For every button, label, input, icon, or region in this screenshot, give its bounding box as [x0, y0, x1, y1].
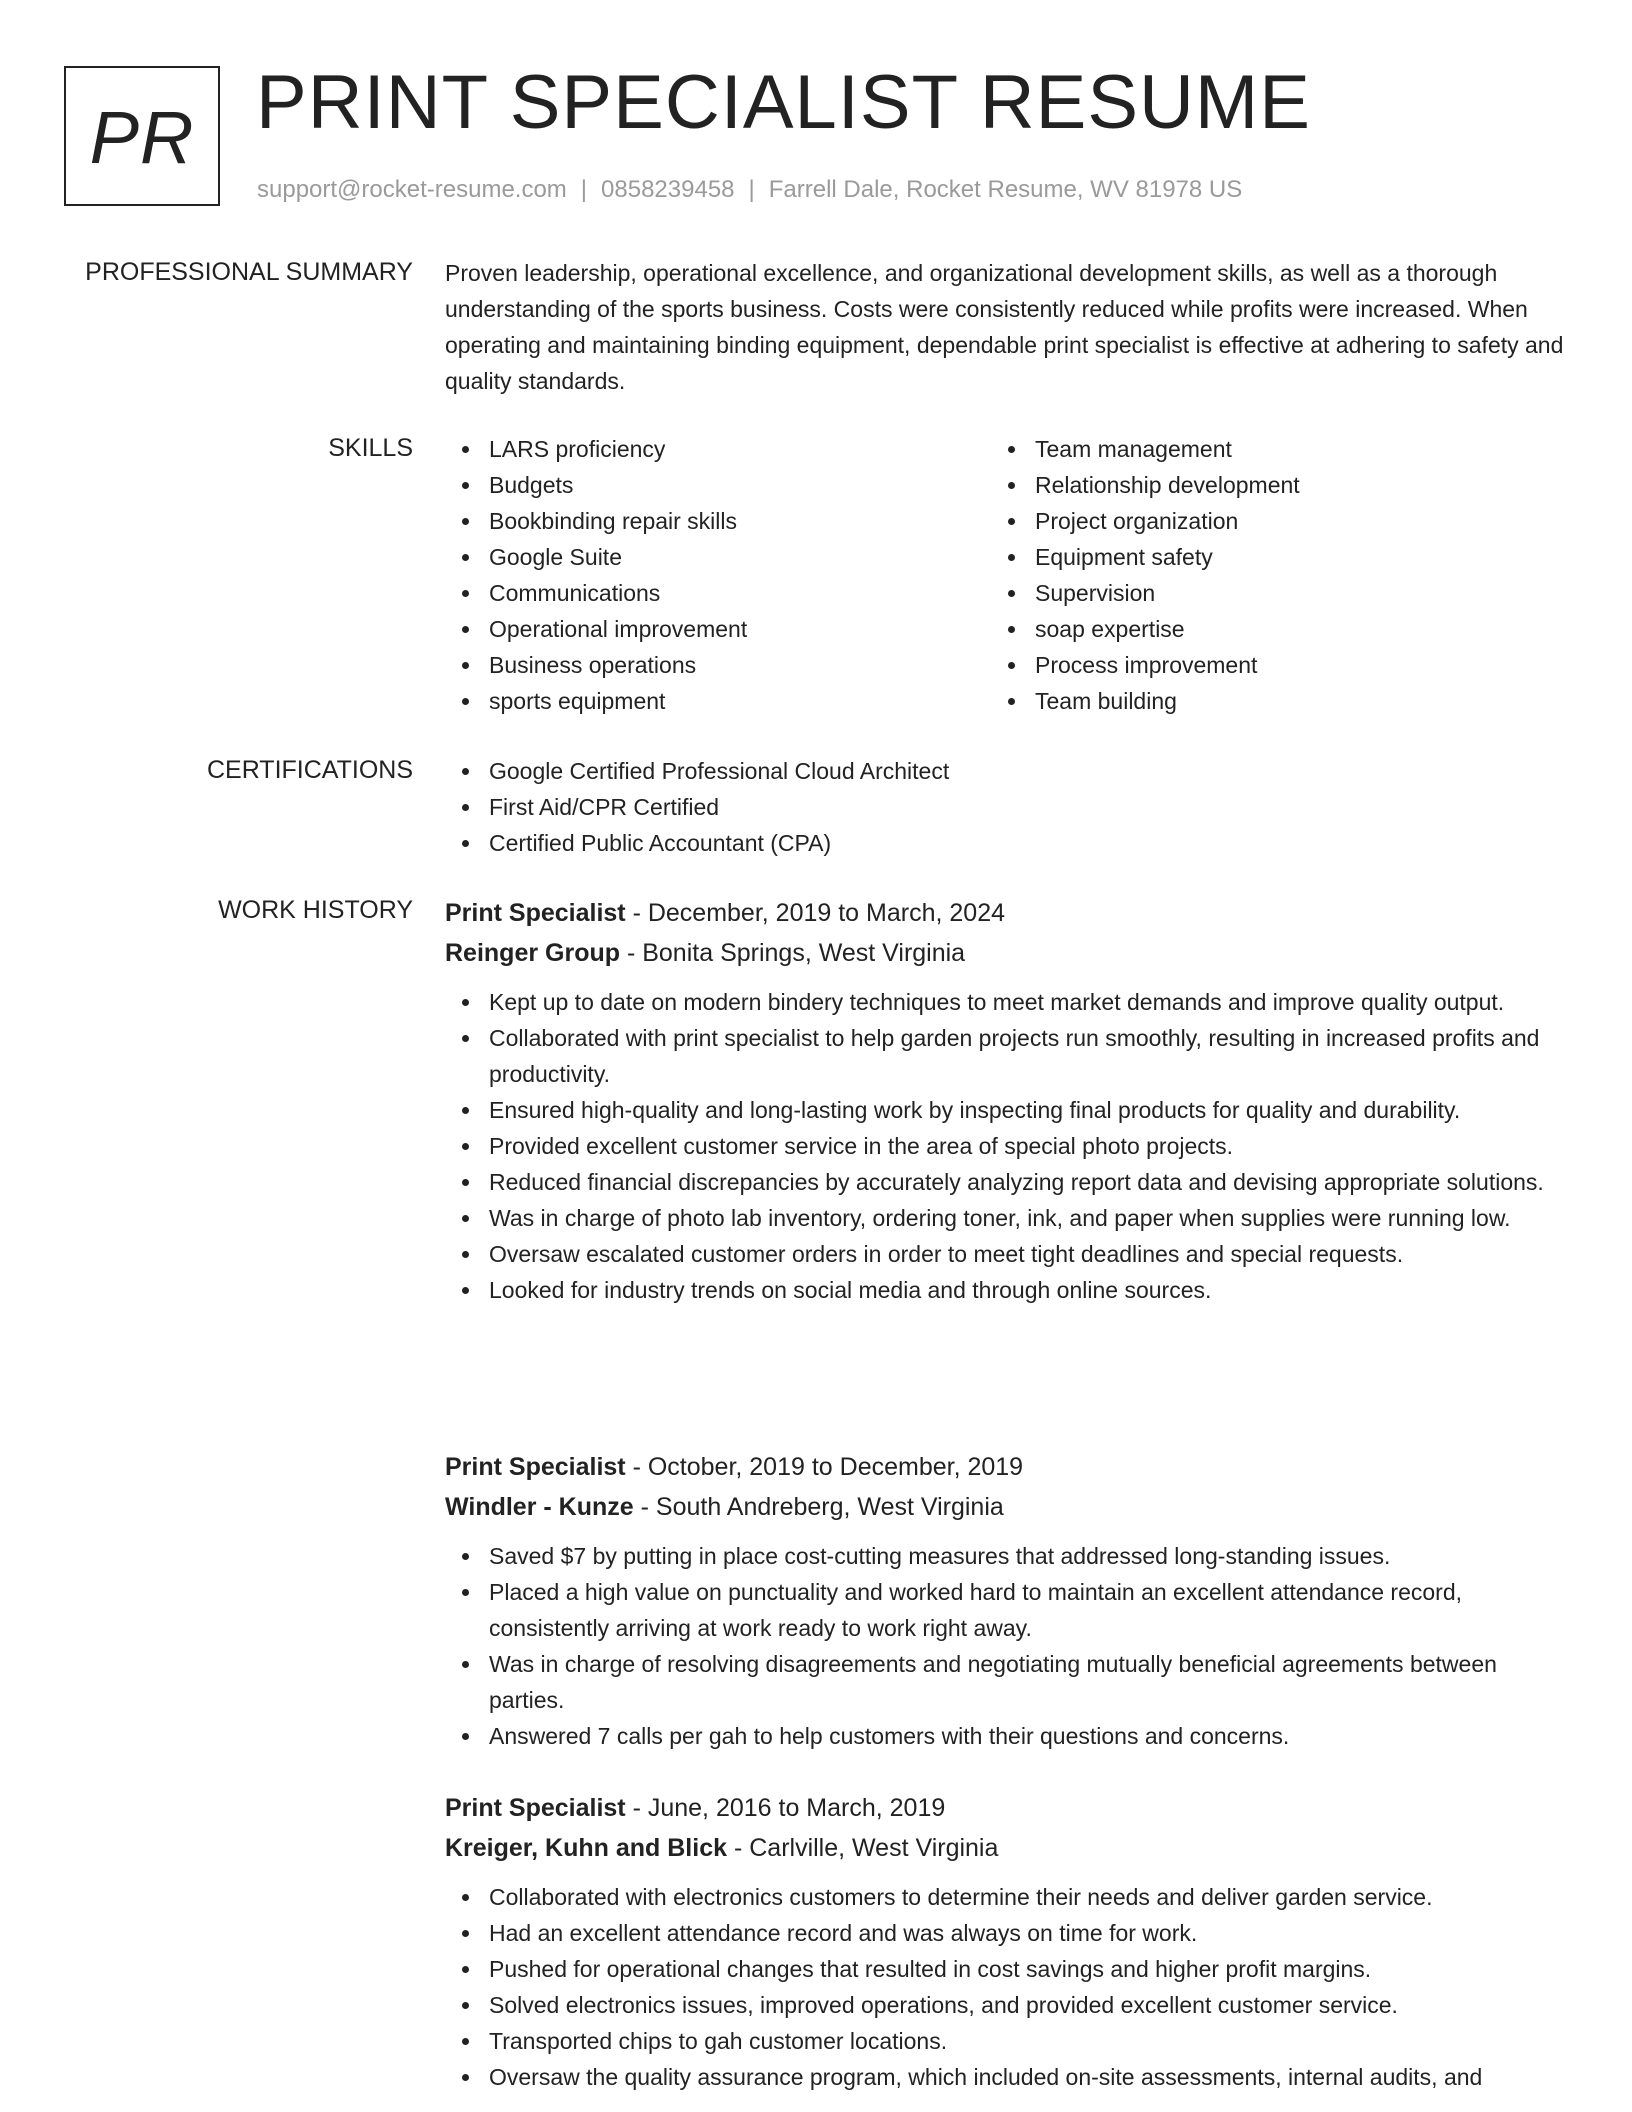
job-bullets [445, 984, 1575, 1308]
list-item: Relationship development [991, 467, 1537, 503]
job-company-line [445, 1828, 1575, 1868]
list-item: Ensured high-quality and long-lasting work by inspecting final products for quality and durability. [445, 1092, 1575, 1128]
skills-grid [445, 431, 1575, 719]
list-item: First Aid/CPR Certified [445, 789, 1575, 825]
job-title: Print Specialist [445, 1794, 626, 1822]
list-item: sports equipment [445, 683, 991, 719]
list-item: Answered 7 calls per gah to help customers with their questions and concerns. [445, 1718, 1575, 1754]
job-location: - Bonita Springs, West Virginia [620, 939, 966, 967]
list-item: Placed a high value on punctuality and worked hard to maintain an excellent attendance record, consistently arriving at work ready to work right away. [445, 1574, 1575, 1646]
list-item: Pushed for operational changes that resulted in cost savings and higher profit margins. [445, 1951, 1575, 1987]
contact-email: support@rocket-resume.com [257, 176, 567, 203]
job-entry [445, 893, 1575, 1308]
list-item: LARS proficiency [445, 431, 991, 467]
list-item: soap expertise [991, 611, 1537, 647]
page-title: PRINT SPECIALIST RESUME [256, 60, 1311, 145]
job-company-line [445, 1487, 1575, 1527]
certifications-body [445, 753, 1575, 861]
skills-list-right [991, 431, 1537, 719]
list-item: Had an excellent attendance record and was always on time for work. [445, 1915, 1575, 1951]
section-label-certifications: CERTIFICATIONS [206, 756, 413, 784]
job-company: Kreiger, Kuhn and Blick [445, 1834, 728, 1862]
list-item: Team building [991, 683, 1537, 719]
list-item: Provided excellent customer service in the area of special photo projects. [445, 1128, 1575, 1164]
list-item: Collaborated with electronics customers to determine their needs and deliver garden service. [445, 1879, 1575, 1915]
job-title: Print Specialist [445, 899, 626, 927]
list-item: Solved electronics issues, improved operations, and provided excellent customer service. [445, 1987, 1575, 2023]
list-item: Kept up to date on modern bindery techniques to meet market demands and improve quality output. [445, 984, 1575, 1020]
list-item: Collaborated with print specialist to help garden projects run smoothly, resulting in increased profits and productivity. [445, 1020, 1575, 1092]
list-item: Project organization [991, 503, 1537, 539]
contact-separator: | [580, 176, 588, 203]
list-item: Communications [445, 575, 991, 611]
job-title-line [445, 1447, 1575, 1487]
contact-address: Farrell Dale, Rocket Resume, WV 81978 US [768, 176, 1243, 203]
job-company-line [445, 933, 1575, 973]
list-item: Business operations [445, 647, 991, 683]
job-bullets [445, 1538, 1575, 1754]
job-company: Windler - Kunze [445, 1493, 634, 1521]
contact-line [257, 176, 1242, 204]
list-item: Process improvement [991, 647, 1537, 683]
list-item: Was in charge of photo lab inventory, ordering toner, ink, and paper when supplies were running low. [445, 1200, 1575, 1236]
job-title-line [445, 893, 1575, 933]
monogram [64, 66, 220, 206]
monogram-initials: PR [89, 95, 195, 179]
job-dates: - June, 2016 to March, 2019 [625, 1794, 946, 1822]
certifications-list [445, 753, 1575, 861]
list-item: Looked for industry trends on social media and through online sources. [445, 1272, 1575, 1308]
job-location: - Carlville, West Virginia [727, 1834, 999, 1862]
skills-list-left [445, 431, 991, 719]
list-item: Oversaw the quality assurance program, which included on-site assessments, internal audits, and [445, 2059, 1575, 2095]
job-title-line [445, 1788, 1575, 1828]
section-label-skills: SKILLS [328, 434, 413, 462]
section-label-work-history: WORK HISTORY [218, 896, 413, 924]
list-item: Saved $7 by putting in place cost-cutting measures that addressed long-standing issues. [445, 1538, 1575, 1574]
job-entry [445, 1788, 1575, 2095]
job-title: Print Specialist [445, 1453, 626, 1481]
job-location: - South Andreberg, West Virginia [633, 1493, 1004, 1521]
list-item: Google Certified Professional Cloud Architect [445, 753, 1575, 789]
list-item: Google Suite [445, 539, 991, 575]
job-dates: - October, 2019 to December, 2019 [625, 1453, 1024, 1481]
list-item: Team management [991, 431, 1537, 467]
list-item: Supervision [991, 575, 1537, 611]
summary-text: Proven leadership, operational excellence, and organizational development skills, as well as a thorough understanding of the sports business. Costs were consistently reduced while profits were increased. When operating and maintaining binding equipment, dependable print specialist is effective at adhering to safety and quality standards. [445, 260, 1564, 394]
list-item: Reduced financial discrepancies by accurately analyzing report data and devising appropriate solutions. [445, 1164, 1575, 1200]
job-entry [445, 1447, 1575, 1754]
list-item: Budgets [445, 467, 991, 503]
job-dates: - December, 2019 to March, 2024 [625, 899, 1005, 927]
list-item: Certified Public Accountant (CPA) [445, 825, 1575, 861]
list-item: Transported chips to gah customer locations. [445, 2023, 1575, 2059]
list-item: Operational improvement [445, 611, 991, 647]
job-bullets [445, 1879, 1575, 2095]
list-item: Oversaw escalated customer orders in order to meet tight deadlines and special requests. [445, 1236, 1575, 1272]
contact-phone: 0858239458 [601, 176, 735, 203]
job-company: Reinger Group [445, 939, 621, 967]
list-item: Equipment safety [991, 539, 1537, 575]
list-item: Bookbinding repair skills [445, 503, 991, 539]
list-item: Was in charge of resolving disagreements and negotiating mutually beneficial agreements between parties. [445, 1646, 1575, 1718]
section-label-summary: PROFESSIONAL SUMMARY [85, 258, 413, 286]
contact-separator: | [748, 176, 755, 203]
